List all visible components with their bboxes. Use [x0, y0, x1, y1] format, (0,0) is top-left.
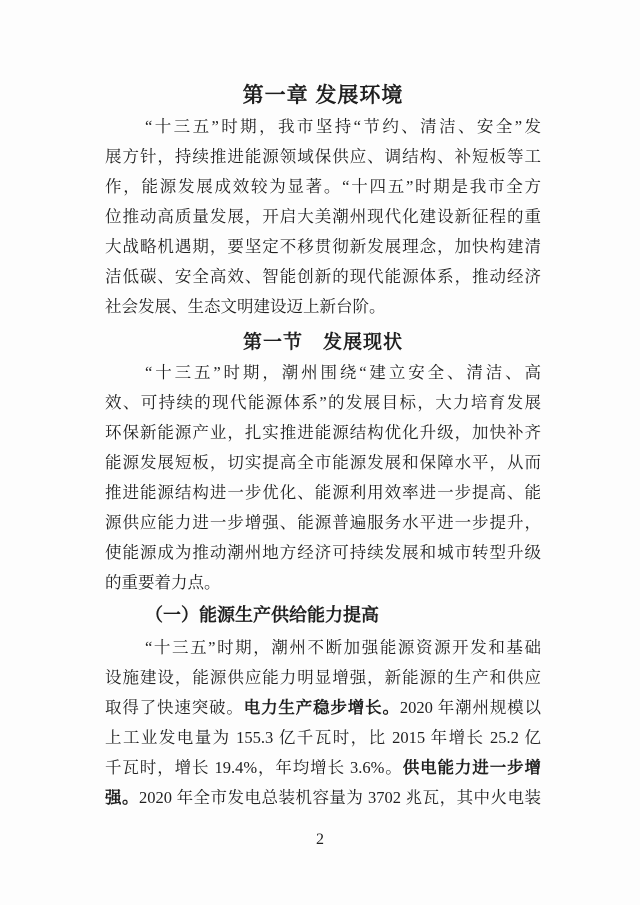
text-line [105, 232, 541, 262]
body-text: 效、可持续的现代能源体系”的发展目标，大力培育发展 [105, 393, 541, 412]
paragraph-1 [105, 112, 541, 322]
bold-emphasis-text: 供电能力进一步增 [402, 758, 541, 777]
text-line [105, 508, 541, 538]
body-text: 取得了快速突破。 [105, 698, 244, 717]
text-line [105, 693, 541, 723]
text-line [105, 478, 541, 508]
body-text: 作，能源发展成效较为显著。“十四五”时期是我市全方 [105, 177, 541, 196]
body-text: “十三五”时期，潮州围绕“建立安全、清洁、高 [145, 363, 541, 382]
body-text: 位推动高质量发展，开启大美潮州现代化建设新征程的重 [105, 207, 541, 226]
body-text: 使能源成为推动潮州地方经济可持续发展和城市转型升级 [105, 543, 541, 562]
text-line [105, 202, 541, 232]
body-text: 源供应能力进一步增强、能源普遍服务水平进一步提升， [105, 513, 541, 532]
text-line [105, 633, 541, 663]
page-content [105, 0, 541, 813]
body-text: 上工业发电量为 155.3 亿千瓦时，比 2015 年增长 25.2 亿 [105, 728, 541, 747]
text-line [105, 172, 541, 202]
bold-emphasis-text: 电力生产稳步增长。 [243, 698, 400, 717]
paragraph-2 [105, 358, 541, 598]
body-text: 能源发展短板，切实提高全市能源发展和保障水平，从而 [105, 453, 541, 472]
body-text: 千瓦时，增长 19.4%，年均增长 3.6%。 [105, 758, 403, 777]
text-line [105, 142, 541, 172]
text-line [105, 358, 541, 388]
body-text: “十三五”时期，潮州不断加强能源资源开发和基础 [145, 638, 541, 657]
body-text: 大战略机遇期，要坚定不移贯彻新发展理念，加快构建清 [105, 237, 541, 256]
text-line [105, 292, 541, 322]
body-text: 环保新能源产业，扎实推进能源结构优化升级，加快补齐 [105, 423, 541, 442]
text-line [105, 418, 541, 448]
text-line [105, 388, 541, 418]
section-title: 第一节 发展现状 [242, 332, 403, 353]
text-line [105, 538, 541, 568]
body-text: 设施建设，能源供应能力明显增强，新能源的生产和供应 [105, 668, 541, 687]
body-text: 推进能源结构进一步优化、能源利用效率进一步提高、能 [105, 483, 541, 502]
text-line [105, 663, 541, 693]
body-text: 的重要着力点。 [105, 573, 221, 592]
bold-emphasis-text: 强。 [105, 788, 139, 807]
text-line [105, 568, 541, 598]
paragraph-3 [105, 633, 541, 813]
text-line [105, 753, 541, 783]
text-line [105, 448, 541, 478]
text-line [105, 262, 541, 292]
text-line [105, 783, 541, 813]
text-line [105, 112, 541, 142]
body-text: 2020 年潮州规模以 [399, 698, 541, 717]
body-text: 洁低碳、安全高效、智能创新的现代能源体系，推动经济 [105, 267, 541, 286]
body-text: 展方针，持续推进能源领域保供应、调结构、补短板等工 [105, 147, 541, 166]
subheading-energy-supply: （一）能源生产供给能力提高 [145, 605, 379, 625]
chapter-title: 第一章 发展环境 [242, 84, 404, 107]
text-line [105, 723, 541, 753]
body-text: 2020 年全市发电总装机容量为 3702 兆瓦，其中火电装 [138, 788, 541, 807]
page-number: 2 [316, 831, 324, 848]
body-text: “十三五”时期，我市坚持“节约、清洁、安全”发 [145, 117, 541, 136]
body-text: 社会发展、生态文明建设迈上新台阶。 [105, 297, 386, 316]
